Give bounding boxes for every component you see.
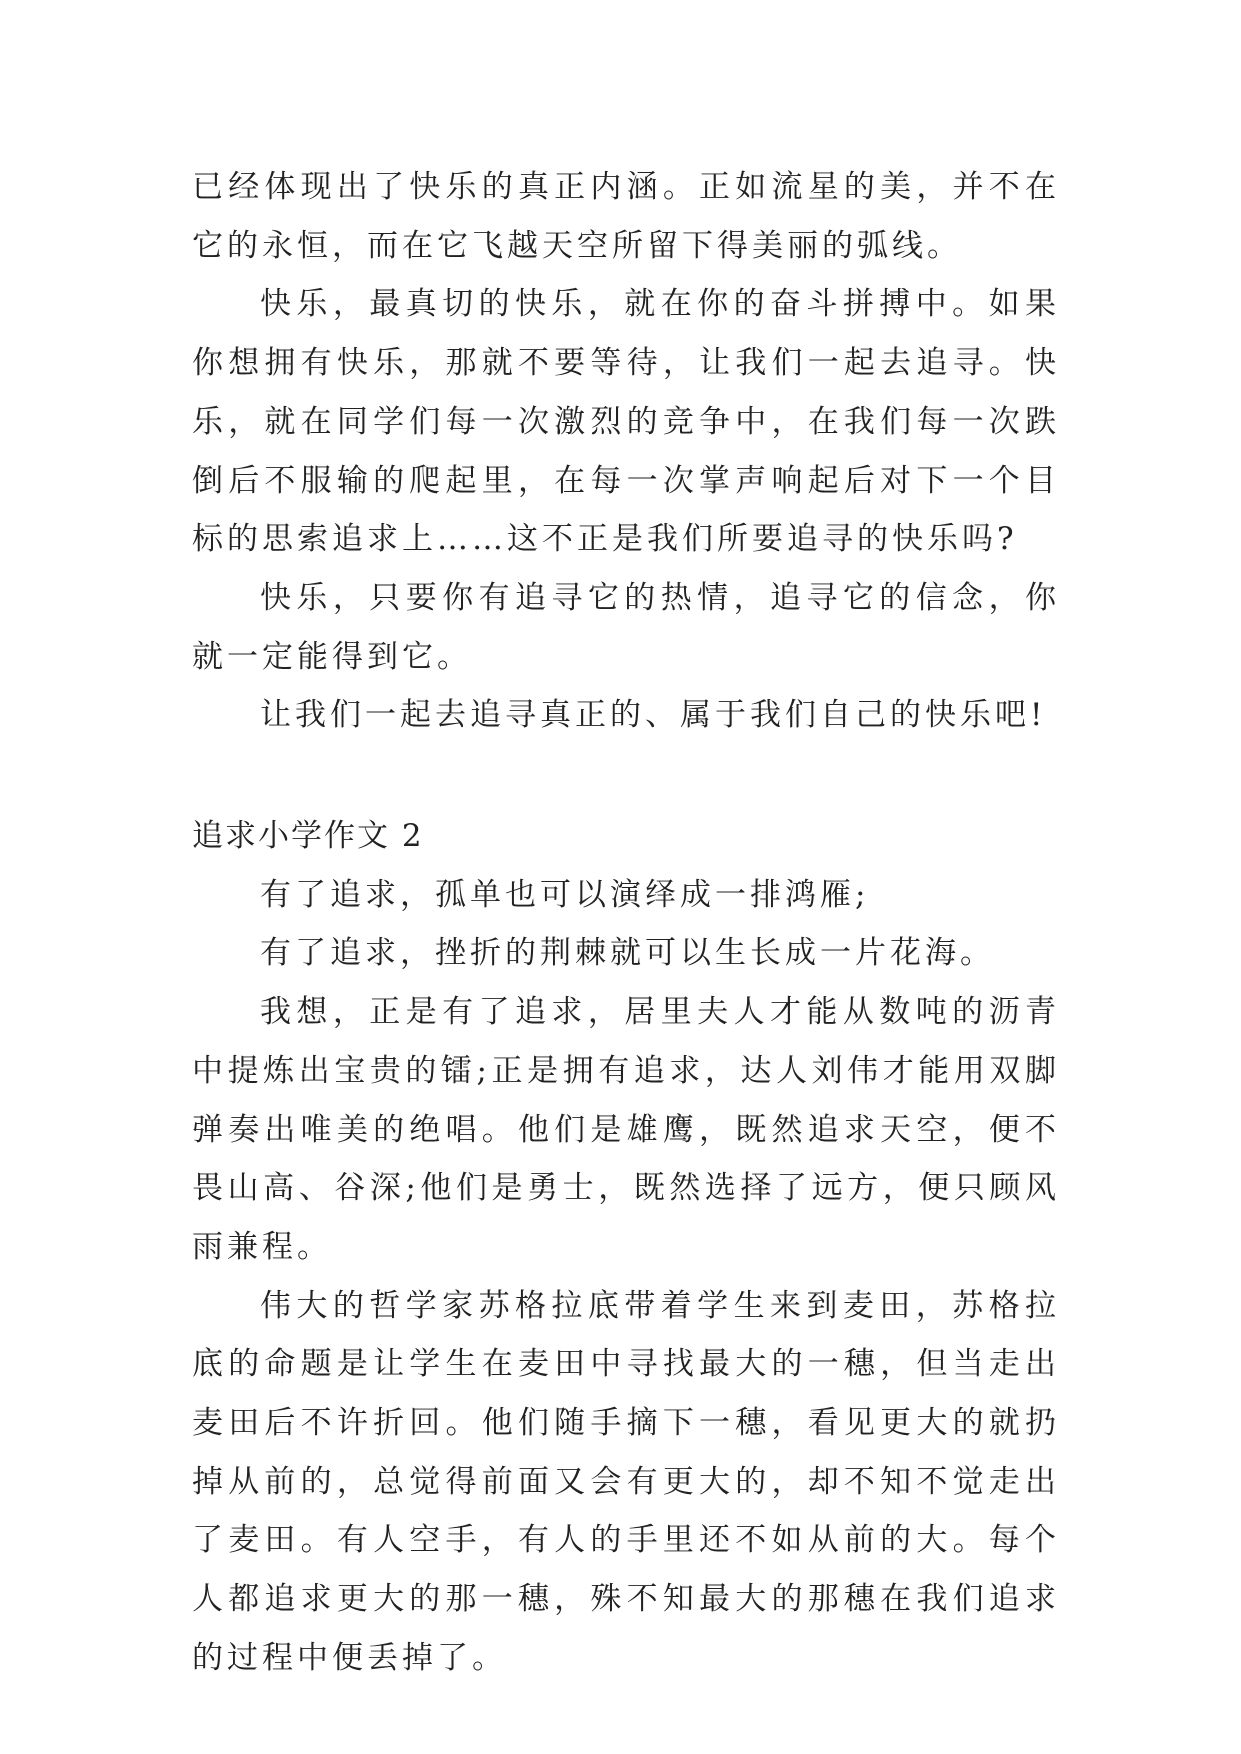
paragraph: 让我们一起去追寻真正的、属于我们自己的快乐吧! xyxy=(260,697,1047,734)
section-spacer xyxy=(192,745,1060,807)
paragraph: 快乐，最真切的快乐，就在你的奋斗拼搏中。如果你想拥有快乐，那就不要等待，让我们一起去追寻。快乐，就在同学们每一次激烈的竞争中，在我们每一次跌倒后不服输的爬起里，在每一次掌声响起后对下一个目标的思索追求上……这不正是我们所要追寻的快乐吗? xyxy=(192,286,1060,558)
paragraph: 我想，正是有了追求，居里夫人才能从数吨的沥青中提炼出宝贵的镭;正是拥有追求，达人刘伟才能用双脚弹奏出唯美的绝唱。他们是雄鹰，既然追求天空，便不畏山高、谷深;他们是勇士，既然选择了远方，便只顾风雨兼程。 xyxy=(192,994,1060,1265)
paragraph: 快乐，只要你有追寻它的热情，追寻它的信念，你就一定能得到它。 xyxy=(192,579,1060,675)
section-title: 追求小学作文 2 xyxy=(192,818,424,855)
paragraph: 伟大的哲学家苏格拉底带着学生来到麦田，苏格拉底的命题是让学生在麦田中寻找最大的一穗，但当走出麦田后不许折回。他们随手摘下一穗，看见更大的就扔掉从前的，总觉得前面又会有更大的，却不知不觉走出了麦田。有人空手，有人的手里还不如从前的大。每个人都追求更大的那一穗，殊不知最大的那穗在我们追求的过程中便丢掉了。 xyxy=(192,1287,1060,1676)
paragraph: 已经体现出了快乐的真正内涵。正如流星的美，并不在它的永恒，而在它飞越天空所留下得美丽的弧线。 xyxy=(192,169,1060,264)
document-body xyxy=(192,158,1060,1688)
paragraph: 有了追求，挫折的荆棘就可以生长成一片花海。 xyxy=(260,935,995,972)
paragraph: 有了追求，孤单也可以演绎成一排鸿雁; xyxy=(260,876,870,913)
